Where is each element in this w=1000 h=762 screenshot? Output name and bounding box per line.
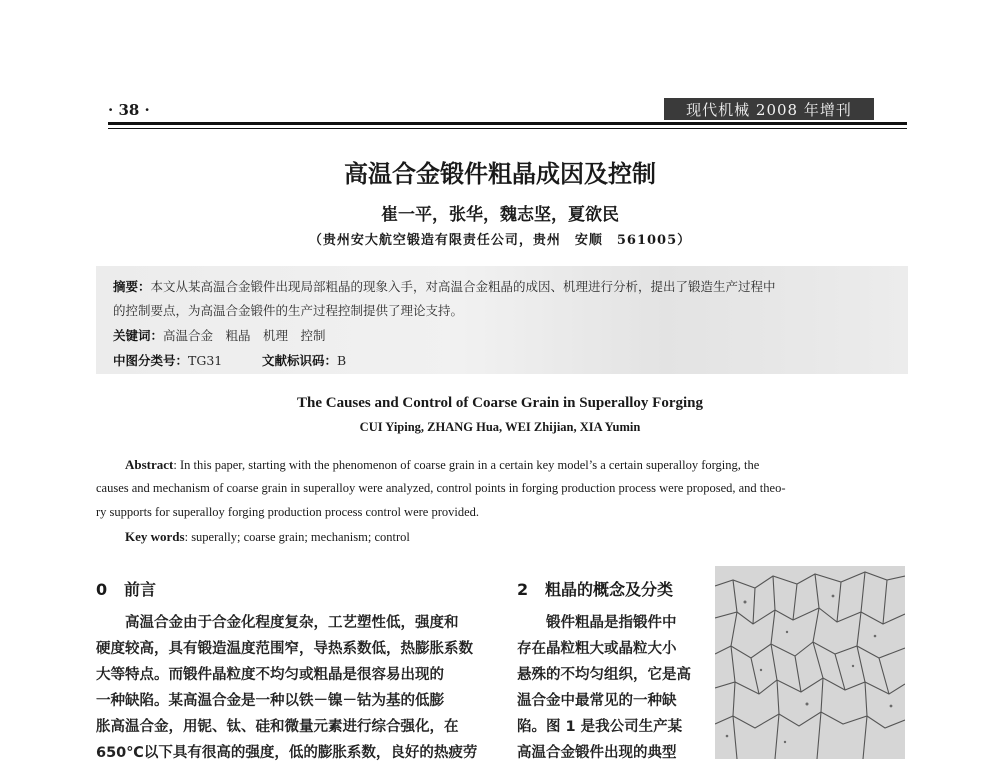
section-2-line: 存在晶粒粗大或晶粒大小 <box>517 641 677 657</box>
section-0-line: 胀高温合金，用铌、钛、硅和微量元素进行综合强化，在 <box>96 719 459 735</box>
cn-class-label: 中图分类号： <box>113 353 189 368</box>
section-0-heading <box>96 577 156 600</box>
cn-keywords <box>113 326 326 344</box>
cn-abstract-line-1 <box>113 277 776 295</box>
cn-document-code <box>262 351 346 369</box>
cn-classification <box>113 351 222 369</box>
en-abstract-text-1: : In this paper, starting with the phenomenon of coarse grain in a certain key model’s a certain superalloy forging, the <box>173 458 760 472</box>
section-0-title: 前言 <box>124 580 157 599</box>
en-abstract-line-1 <box>125 457 759 473</box>
cn-keywords-label: 关键词： <box>113 328 164 343</box>
micrograph-image <box>715 566 905 759</box>
doc-code-label: 文献标识码： <box>262 353 338 368</box>
section-2-line: 锻件粗晶是指锻件中 <box>546 615 677 631</box>
article-authors: 崔一平，张华，魏志坚，夏欲民 <box>381 205 619 225</box>
cn-abstract-label: 摘要： <box>113 279 151 294</box>
section-2-number: 2 <box>517 580 529 599</box>
cn-keywords-text: 高温合金 粗晶 机理 控制 <box>163 328 326 343</box>
en-keywords-text: : superally; coarse grain; mechanism; control <box>184 530 410 544</box>
doc-code-value: B <box>337 353 347 368</box>
section-0-number: 0 <box>96 580 108 599</box>
section-2-line: 悬殊的不均匀组织，它是高 <box>517 667 691 683</box>
section-0-line: 一种缺陷。某高温合金是一种以铁－镍－钴为基的低膨 <box>96 693 444 709</box>
section-0-line: 650℃以下具有很高的强度，低的膨胀系数，良好的热疲劳 <box>96 745 478 761</box>
cn-abstract-line-2: 的控制要点，为高温合金锻件的生产过程控制提供了理论支持。 <box>113 303 464 318</box>
en-abstract-line-2: causes and mechanism of coarse grain in superalloy were analyzed, control points in forging production process were proposed, and theo- <box>96 481 786 495</box>
section-0-line: 硬度较高，具有锻造温度范围窄，导热系数低，热膨胀系数 <box>96 641 473 657</box>
cn-class-value: TG31 <box>188 353 223 368</box>
en-keywords-label: Key words <box>125 529 185 544</box>
article-title: 高温合金锻件粗晶成因及控制 <box>344 160 656 188</box>
section-2-title: 粗晶的概念及分类 <box>545 580 674 599</box>
header-rule-thin <box>108 128 907 129</box>
section-2-line: 高温合金锻件出现的典型 <box>517 745 677 761</box>
page-number: · 38 · <box>108 101 150 119</box>
en-abstract-line-3: ry supports for superalloy forging production process control were provided. <box>96 505 480 519</box>
section-0-line: 大等特点。而锻件晶粒度不均匀或粗晶是很容易出现的 <box>96 667 444 683</box>
en-keywords <box>125 529 410 545</box>
section-2-line: 温合金中最常见的一种缺 <box>517 693 677 709</box>
english-title: The Causes and Control of Coarse Grain in Superalloy Forging <box>296 395 703 411</box>
section-2-heading <box>517 577 673 600</box>
header-rule-thick <box>108 122 907 125</box>
section-0-line: 高温合金由于合金化程度复杂，工艺塑性低，强度和 <box>125 615 459 631</box>
article-affiliation: （贵州安大航空锻造有限责任公司，贵州 安顺 561005） <box>308 233 692 248</box>
section-2-line: 陷。图 1 是我公司生产某 <box>517 719 683 735</box>
en-abstract-label: Abstract <box>125 457 174 472</box>
cn-abstract-text-1: 本文从某高温合金锻件出现局部粗晶的现象入手，对高温合金粗晶的成因、机理进行分析，提出了锻造生产过程中 <box>150 279 776 294</box>
grain-structure-graphic <box>715 566 905 759</box>
journal-banner: 现代机械 2008 年增刊 <box>664 98 874 120</box>
english-authors: CUI Yiping, ZHANG Hua, WEI Zhijian, XIA Yumin <box>359 420 641 434</box>
